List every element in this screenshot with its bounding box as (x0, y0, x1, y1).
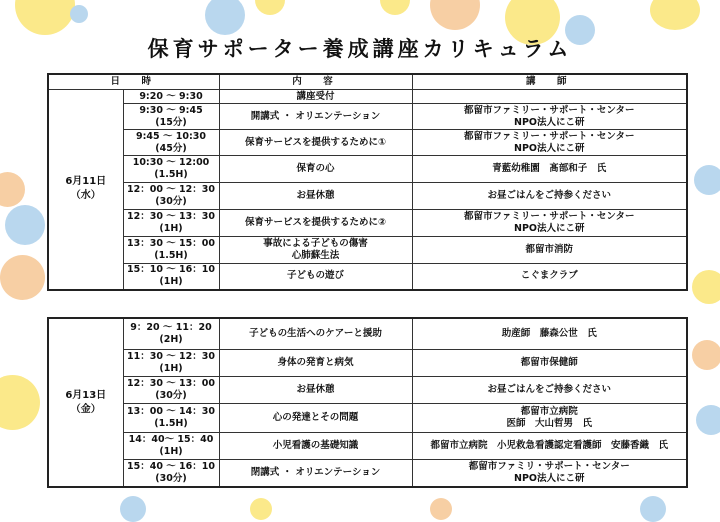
lecturer-text: お昼ごはんをご持参ください (487, 190, 612, 201)
time-range: 15：40 ～ 16：10 (127, 460, 215, 472)
flower-icon (430, 498, 452, 520)
content-text: 身体の発育と病気 (277, 356, 354, 368)
time-range: 10:30 ～ 12:00 (132, 157, 210, 168)
date-text: 6月13日 (65, 389, 107, 401)
lecturer-text-2: 医師 大山哲男 氏 (506, 417, 592, 429)
content-text: 保育サービスを提供するために② (244, 217, 387, 228)
lecturer-cell (412, 156, 687, 183)
time-cell (123, 403, 219, 432)
time-cell (123, 432, 219, 459)
content-cell (219, 403, 412, 432)
content-text: 講座受付 (296, 90, 335, 102)
lecturer-text: 都留市ファミリー・サポート・センター (464, 211, 635, 222)
flower-icon (696, 405, 720, 435)
time-range: 9:20 ～ 9:30 (139, 90, 203, 102)
lecturer-text: 助産師 藤森公世 氏 (501, 327, 597, 339)
duration: (45分) (155, 142, 187, 154)
lecturer-text: 青藍幼稚園 髙部和子 氏 (492, 163, 607, 174)
flower-icon (255, 0, 285, 15)
lecturer-cell (412, 237, 687, 264)
time-cell (123, 130, 219, 156)
flower-icon (0, 255, 45, 300)
time-cell (123, 156, 219, 183)
lecturer-text: 都留市ファミリ・サポート・センター (468, 460, 630, 472)
flower-icon (0, 375, 40, 430)
time-range: 9:45 ～ 10:30 (136, 130, 206, 142)
content-text: 保育サービスを提供するために① (244, 136, 387, 148)
weekday-text: （金） (70, 403, 101, 415)
content-cell (219, 90, 412, 104)
content-text: お昼休憩 (296, 190, 335, 201)
content-cell (219, 264, 412, 290)
time-range: 9:30 ～ 9:45 (139, 104, 203, 116)
date-cell (48, 90, 123, 290)
lecturer-text: 都留市消防 (525, 244, 574, 255)
lecturer-cell (412, 318, 687, 349)
flower-icon (692, 340, 720, 370)
duration: (1.5H) (154, 169, 188, 180)
lecturer-text: 都留市ファミリー・サポート・センター (464, 104, 635, 116)
lecturer-cell (412, 403, 687, 432)
content-cell (219, 318, 412, 349)
table-row (48, 183, 687, 210)
lecturer-text: 都留市ファミリー・サポート・センター (464, 130, 635, 142)
table-row (48, 264, 687, 290)
lecturer-text: 都留市立病院 (520, 405, 578, 417)
content-text-2: 心肺蘇生法 (291, 250, 340, 261)
content-text: 小児看護の基礎知識 (272, 439, 359, 451)
lecturer-cell (412, 183, 687, 210)
flower-decoration-bottom (0, 496, 720, 509)
page-title: 保育サポーター養成講座カリキュラム (147, 37, 573, 61)
table-row (48, 459, 687, 487)
time-cell (123, 264, 219, 290)
lecturer-cell (412, 264, 687, 290)
time-range: 12：30 ～ 13：00 (127, 377, 215, 389)
lecturer-cell (412, 432, 687, 459)
lecturer-text: 都留市立病院 小児救急看護認定看護師 安藤香織 氏 (430, 439, 668, 451)
time-range: 12：00 ～ 12：30 (127, 184, 215, 195)
time-range: 13：00 ～ 14：30 (127, 405, 215, 417)
flower-icon (640, 496, 666, 522)
duration: (2H) (159, 333, 183, 345)
duration: (1H) (159, 223, 183, 234)
table-row (48, 432, 687, 459)
lecturer-cell (412, 130, 687, 156)
time-cell (123, 459, 219, 487)
time-range: 12：30 ～ 13：30 (127, 211, 215, 222)
schedule-table-day2 (47, 317, 688, 488)
content-text: 子どもの生活へのケアーと援助 (249, 327, 382, 339)
date-text: 6月11日 (65, 176, 107, 188)
weekday-text: （水） (70, 190, 101, 202)
content-text: 事故による子どもの傷害 (263, 238, 368, 249)
flower-icon (120, 496, 146, 522)
content-text: お昼休憩 (296, 383, 335, 395)
lecturer-text-2: NPO法人にこ研 (514, 116, 585, 128)
content-cell (219, 237, 412, 264)
lecturer-cell (412, 376, 687, 403)
duration: (1H) (159, 362, 183, 374)
flower-icon (70, 5, 88, 23)
flower-icon (380, 0, 410, 15)
time-cell (123, 349, 219, 376)
time-cell (123, 183, 219, 210)
content-cell (219, 104, 412, 130)
lecturer-text: 都留市保健師 (520, 356, 578, 368)
content-text: 閉講式 ・ オリエンテーション (250, 466, 381, 478)
time-range: 15：10 ～ 16：10 (127, 264, 215, 276)
table-row (48, 403, 687, 432)
duration: (30分) (155, 389, 187, 401)
time-range: 14：40～ 15：40 (128, 433, 214, 445)
duration: (1H) (159, 276, 183, 288)
table-row (48, 318, 687, 349)
duration: (1.5H) (154, 417, 188, 429)
content-cell (219, 130, 412, 156)
flower-icon (0, 172, 25, 207)
content-cell (219, 210, 412, 237)
schedule-table-day1 (47, 73, 688, 291)
lecturer-cell (412, 210, 687, 237)
flower-icon (205, 0, 245, 35)
time-cell (123, 104, 219, 130)
flower-icon (430, 0, 480, 30)
flower-icon (5, 205, 45, 245)
content-cell (219, 156, 412, 183)
header-lecturer: 講 師 (412, 74, 687, 90)
flower-decoration-left (0, 160, 50, 360)
content-text: 子どもの遊び (287, 270, 345, 282)
flower-icon (694, 165, 720, 195)
table-row (48, 349, 687, 376)
content-text: 保育の心 (296, 163, 335, 174)
flower-icon (15, 0, 75, 35)
lecturer-text: お昼ごはんをご持参ください (487, 383, 611, 395)
flower-icon (250, 498, 272, 520)
lecturer-text-2: NPO法人にこ研 (514, 223, 585, 234)
table-row (48, 210, 687, 237)
lecturer-cell (412, 104, 687, 130)
duration: (15分) (155, 116, 187, 128)
table-header-row (48, 74, 687, 90)
content-text: 心の発達とその問題 (272, 411, 359, 423)
time-range: 11：30 ～ 12：30 (127, 350, 215, 362)
lecturer-text: こぐまクラブ (520, 270, 578, 282)
content-cell (219, 432, 412, 459)
table-row (48, 130, 687, 156)
lecturer-cell (412, 349, 687, 376)
lecturer-cell (412, 90, 687, 104)
flower-decoration-left-bottom (0, 360, 50, 460)
content-cell (219, 459, 412, 487)
time-cell (123, 90, 219, 104)
lecturer-cell (412, 459, 687, 487)
flower-decoration-right (686, 160, 720, 460)
duration: (1.5H) (154, 250, 188, 261)
duration: (30分) (155, 472, 187, 484)
lecturer-text-2: NPO法人にこ研 (514, 472, 585, 484)
date-cell (48, 318, 123, 487)
header-date: 日 時 (48, 74, 219, 90)
table-row (48, 156, 687, 183)
table-row (48, 90, 687, 104)
content-text: 開講式 ・ オリエンテーション (250, 110, 381, 122)
time-cell (123, 237, 219, 264)
duration: (1H) (159, 445, 183, 457)
time-range: 9：20 ～ 11：20 (130, 321, 212, 333)
table-row (48, 237, 687, 264)
time-cell (123, 318, 219, 349)
duration: (30分) (155, 196, 187, 207)
time-range: 13：30 ～ 15：00 (127, 238, 215, 249)
flower-icon (692, 270, 720, 304)
table-row (48, 376, 687, 403)
flower-icon (650, 0, 700, 30)
content-cell (219, 376, 412, 403)
table-row (48, 104, 687, 130)
content-cell (219, 183, 412, 210)
time-cell (123, 376, 219, 403)
lecturer-text-2: NPO法人にこ研 (514, 142, 585, 154)
content-cell (219, 349, 412, 376)
time-cell (123, 210, 219, 237)
header-content: 内 容 (219, 74, 412, 90)
